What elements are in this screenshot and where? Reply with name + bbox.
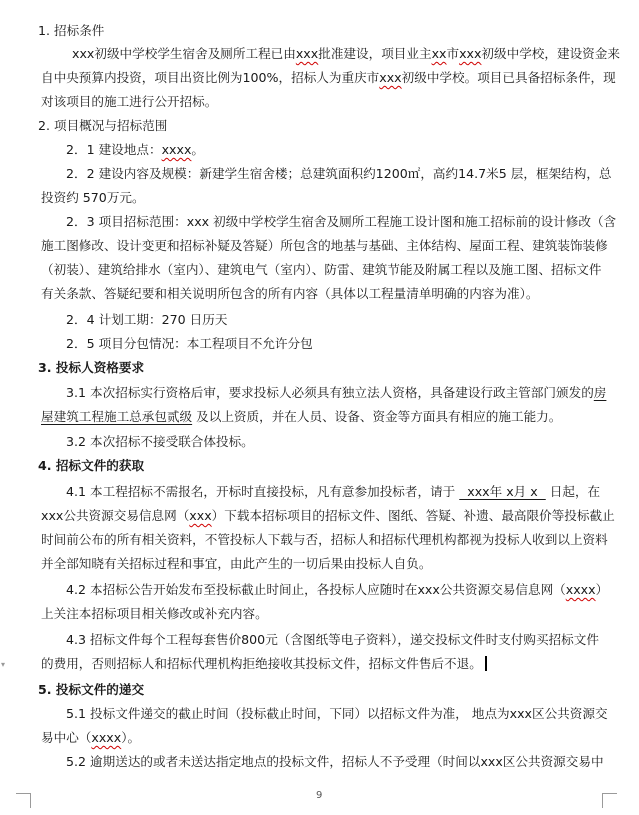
paragraph-line: 有关条款、答疑纪要和相关说明所包含的所有内容（具体以工程量清单明确的内容为准）。 — [41, 286, 539, 301]
paragraph-line: 2．3 项目招标范围：xxx 初级中学校学生宿舍及厕所工程施工设计图和施工招标前的设计修改（含 — [66, 214, 617, 229]
paragraph-line: 3.1 本次招标实行资格后审，要求投标人必须具有独立法人资格，具备建设行政主管部门颁发的房 — [66, 385, 607, 400]
crop-mark-left — [16, 793, 31, 808]
paragraph-line: xxx公共资源交易信息网（xxx）下载本招标项目的招标文件、图纸、答疑、补遗、最高限价等投标截止 — [41, 508, 615, 523]
paragraph-line: 4.3 招标文件每个工程每套售价800元（含图纸等电子资料），递交投标文件时支付购买招标文件 — [66, 632, 599, 647]
paragraph-line: 的费用，否则招标人和招标代理机构拒绝接收其投标文件，招标文件售后不退。 — [41, 655, 487, 673]
paragraph-line: 施工图修改、设计变更和招标补疑及答疑）所包含的地基与基础、主体结构、屋面工程、建筑装饰装修 — [41, 238, 608, 253]
section-4-heading: 4. 招标文件的获取 — [38, 458, 145, 473]
text-cursor — [485, 656, 487, 671]
section-5-heading: 5. 投标文件的递交 — [38, 682, 145, 697]
paragraph-line: 2．5 项目分包情况：本工程项目不允许分包 — [66, 336, 313, 351]
page-number: 9 — [316, 790, 323, 801]
paragraph-line: 屋建筑工程施工总承包贰级 及以上资质，并在人员、设备、资金等方面具有相应的施工能力。 — [41, 409, 562, 424]
section-1-heading: 1. 招标条件 — [38, 23, 105, 38]
paragraph-line: 4.1 本工程招标不需报名，开标时直接投标，凡有意参加投标者，请于 xxx年 x月 x 日起，在 — [66, 484, 601, 499]
paragraph-line: 对该项目的施工进行公开招标。 — [41, 94, 218, 109]
paragraph-line: 2．4 计划工期：270 日历天 — [66, 312, 228, 327]
paragraph-line: 2．2 建设内容及规模：新建学生宿舍楼；总建筑面积约1200㎡，高约14.7米5 层，框架结构，总 — [66, 166, 612, 181]
paragraph-line: （初装）、建筑给排水（室内）、建筑电气（室内）、防雷、建筑节能及附属工程以及施工图、招标文件 — [41, 262, 602, 277]
section-3-heading: 3. 投标人资格要求 — [38, 360, 145, 375]
paragraph-line: 易中心（xxxx）。 — [41, 730, 141, 745]
crop-mark-right — [602, 793, 617, 808]
paragraph-line: 4.2 本招标公告开始发布至投标截止时间止，各投标人应随时在xxx公共资源交易信息网（xxxx） — [66, 582, 609, 597]
paragraph-line: 2．1 建设地点：xxxx。 — [66, 142, 204, 157]
paragraph-line: xxx初级中学校学生宿舍及厕所工程已由xxx批准建设，项目业主xx市xxx初级中学校，建设资金来 — [72, 46, 620, 61]
paragraph-line: 时间前公布的所有相关资料，不管投标人下载与否，招标人和招标代理机构都视为投标人收到以上资料 — [41, 532, 608, 547]
paragraph-line: 上关注本招标项目相关修改或补充内容。 — [41, 606, 268, 621]
margin-marker-icon: ▾ — [1, 660, 6, 669]
paragraph-line: 3.2 本次招标不接受联合体投标。 — [66, 434, 254, 449]
section-2-heading: 2. 项目概况与招标范围 — [38, 118, 168, 133]
paragraph-line: 投资约 570万元。 — [41, 190, 145, 205]
paragraph-line: 5.1 投标文件递交的截止时间（投标截止时间，下同）以招标文件为准， 地点为xxx区公共资源交 — [66, 706, 608, 721]
paragraph-line: 5.2 逾期送达的或者未送达指定地点的投标文件，招标人不予受理（时间以xxx区公共资源交易中 — [66, 754, 604, 769]
paragraph-line: 并全部知晓有关招标过程和事宜，由此产生的一切后果由投标人自负。 — [41, 556, 432, 571]
paragraph-line: 自中央预算内投资，项目出资比例为100%，招标人为重庆市xxx初级中学校。项目已具备招标条件，现 — [41, 70, 616, 85]
